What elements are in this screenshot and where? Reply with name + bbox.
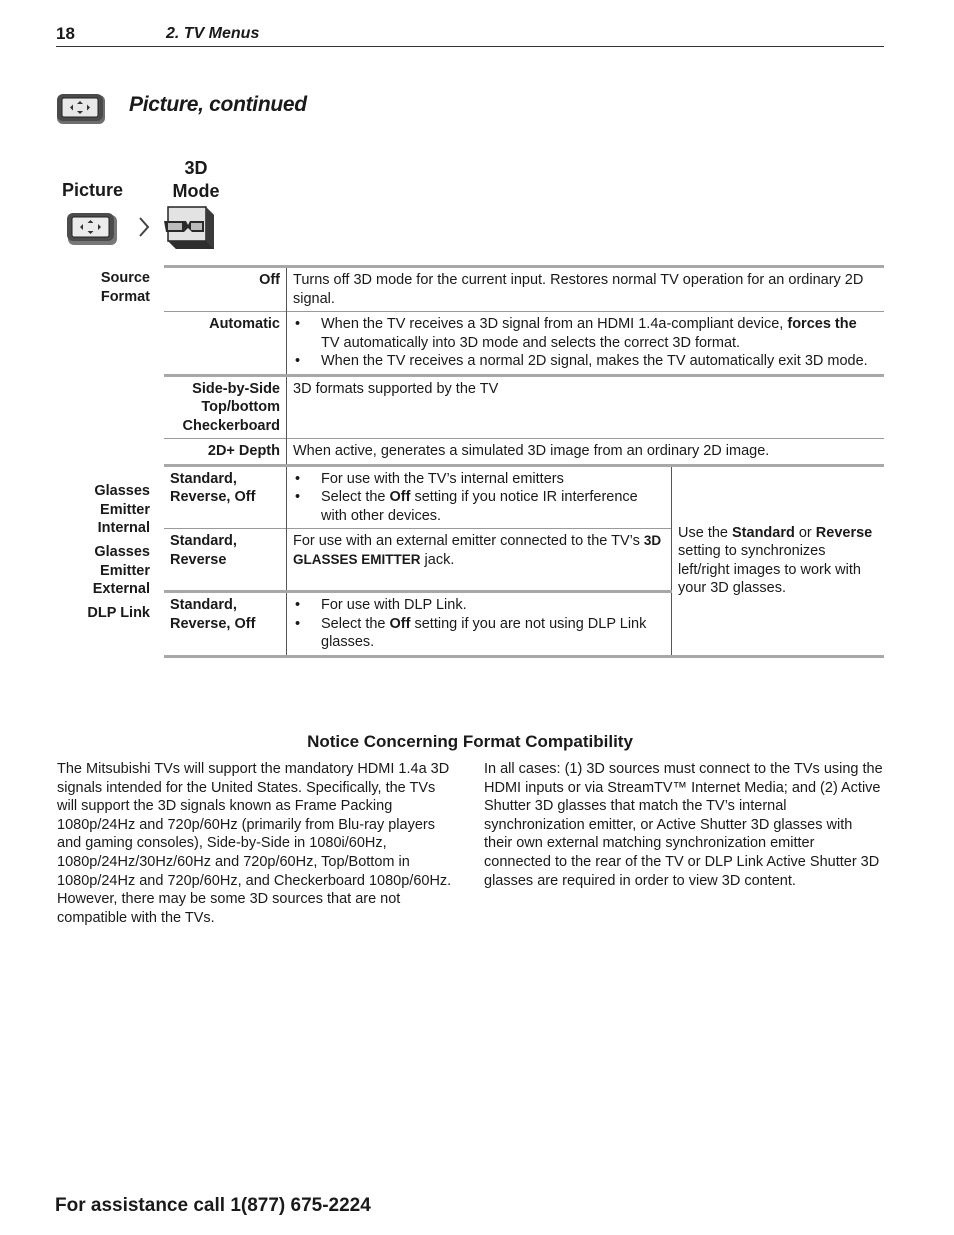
notice-right-column: In all cases: (1) 3D sources must connect to the TVs using the HDMI inputs or via StreamTV™ Internet Media; and (2) Active Shutter 3D glasses that match the TV’s internal synchronization emitter, or Active Shutter 3D glasses with their own external matching synchronization emitter connected to the rear of the TV or DLP Link Active Shutter 3D glasses are required in order to view 3D content. xyxy=(484,761,883,889)
shared-standard-reverse-note: Use the Standard or Reverse setting to synchronizes left/right images to work with your 3D glasses. xyxy=(672,465,885,656)
picture-icon xyxy=(66,212,118,246)
table-row xyxy=(164,375,884,439)
3d-glasses-icon xyxy=(160,203,216,253)
desc-formats: 3D formats supported by the TV xyxy=(287,375,885,439)
chapter-title: 2. TV Menus xyxy=(166,25,260,42)
section-title: Picture, continued xyxy=(129,93,307,116)
list-item: • For use with the TV’s internal emitters xyxy=(293,470,665,489)
table-row xyxy=(164,439,884,466)
notice-title: Notice Concerning Format Compatibility xyxy=(307,732,633,751)
chevron-right-icon xyxy=(137,214,151,240)
desc-automatic xyxy=(287,312,885,376)
table-row xyxy=(164,267,884,312)
nav-picture-label: Picture xyxy=(62,180,124,200)
nav-3d-line1: 3D xyxy=(184,158,208,178)
option-off: Off xyxy=(164,267,287,312)
list-item: • When the TV receives a normal 2D signal, makes the TV automatically exit 3D mode. xyxy=(293,352,878,371)
assistance-footer: For assistance call 1(877) 675-2224 xyxy=(55,1195,371,1216)
list-item: • Select the Off setting if you notice IR interference with other devices. xyxy=(293,488,665,525)
desc-internal xyxy=(287,465,672,529)
option-internal: Standard, Reverse, Off xyxy=(164,465,287,529)
notice-left-column: The Mitsubishi TVs will support the mandatory HDMI 1.4a 3D signals intended for the United States. Specifically, the TVs will support the 3D signals known as Frame Packing 1080p/24Hz and 720p/60Hz (primarily from Blu-ray players and gaming consoles), Side-by-Side in 1080i/60Hz, 1080p/24Hz/30Hz/60Hz and 720p/60Hz, Top/Bottom in 1080p/24Hz and 720p/60Hz, and Checkerboard 1080p/60Hz. However, there may be some 3D sources that are not compatible with the TVs. xyxy=(57,761,452,926)
desc-external: For use with an external emitter connected to the TV’s 3D GLASSES EMITTER jack. xyxy=(287,529,672,592)
header-rule xyxy=(56,46,884,47)
desc-off: Turns off 3D mode for the current input. Restores normal TV operation for an ordinary 2D signal. xyxy=(287,267,885,312)
desc-2d-depth: When active, generates a simulated 3D image from an ordinary 2D image. xyxy=(287,439,885,466)
option-automatic: Automatic xyxy=(164,312,287,376)
option-external: Standard, Reverse xyxy=(164,529,287,592)
page-number: 18 xyxy=(56,24,75,43)
label-glasses-emitter-internal: Glasses Emitter Internal xyxy=(94,483,150,536)
nav-3d-line2: Mode xyxy=(172,181,220,201)
option-dlp-link: Standard, Reverse, Off xyxy=(164,592,287,657)
list-item: • When the TV receives a 3D signal from an HDMI 1.4a-compliant device, forces the TV automatically into 3D mode and selects the correct 3D format. xyxy=(293,315,878,352)
nav-3d-mode-label xyxy=(170,157,222,203)
option-2d-depth: 2D+ Depth xyxy=(164,439,287,466)
table-row xyxy=(164,465,884,529)
label-glasses-emitter-external: Glasses Emitter External xyxy=(92,544,150,597)
desc-dlp-link xyxy=(287,592,672,657)
table-row xyxy=(164,312,884,376)
label-source-format: Source Format xyxy=(100,270,150,305)
label-dlp-link: DLP Link xyxy=(87,605,150,621)
list-item: • For use with DLP Link. xyxy=(293,596,665,615)
3d-mode-settings-table xyxy=(164,265,884,658)
list-item: • Select the Off setting if you are not using DLP Link glasses. xyxy=(293,615,665,652)
picture-menu-icon xyxy=(56,93,106,125)
option-formats: Side-by-Side Top/bottom Checkerboard xyxy=(164,375,287,439)
